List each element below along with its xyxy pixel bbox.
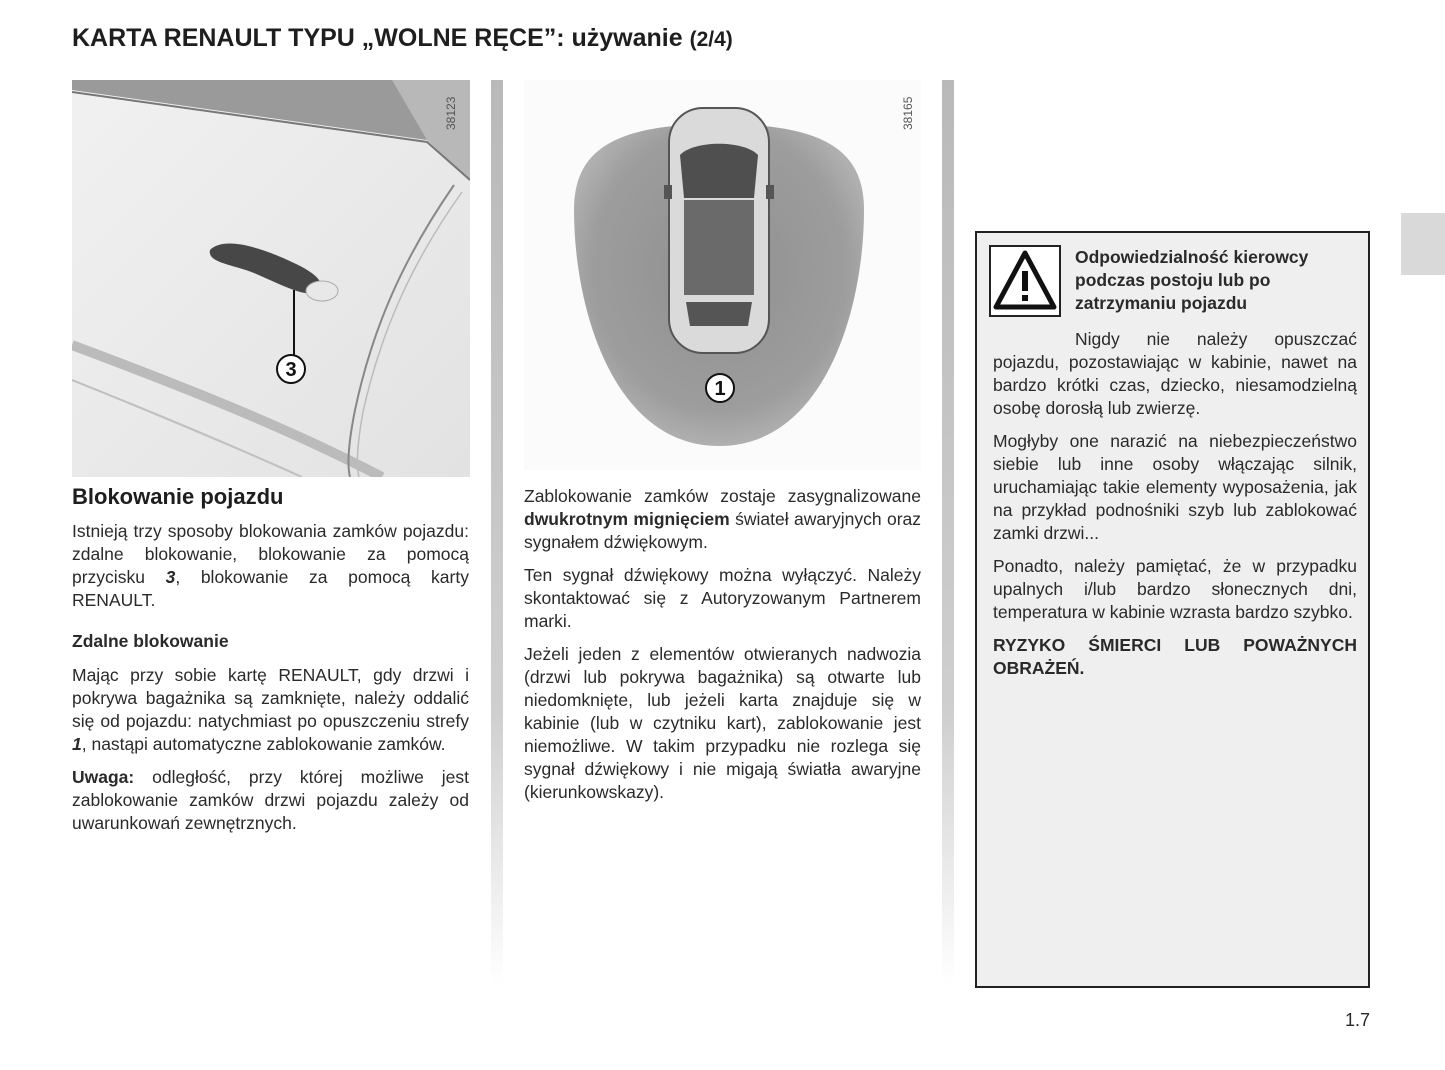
signal-paragraph: Zablokowanie zamków zostaje zasygnalizowane dwukrotnym mignięciem świateł awaryjnych oraz sygnałem dźwiękowym. — [524, 486, 922, 552]
warning-paragraph: Ponadto, należy pamiętać, że w przypadku upalnych i/lub bardzo słonecznych dni, temperatura w kabinie wzrasta bardzo szybko. — [993, 556, 1357, 622]
page-title-text: KARTA RENAULT TYPU „WOLNE RĘCE”: używanie — [72, 24, 683, 52]
warning-triangle-icon — [989, 245, 1061, 317]
left-column — [72, 485, 469, 845]
warning-risk: RYZYKO ŚMIERCI LUB POWAŻNYCH OBRAŻEŃ. — [993, 635, 1357, 678]
warning-box — [975, 231, 1370, 988]
figure-number: 38165 — [901, 96, 915, 130]
column-divider — [491, 80, 503, 985]
remote-lock-paragraph: Mając przy sobie kartę RENAULT, gdy drzwi i pokrywa bagażnika są zamknięte, należy oddalić się od pojazdu: natychmiast po opuszczeniu strefy 1, nastąpi automatyczne zablokowanie zamków. — [72, 665, 469, 754]
figure-callout-1: 1 — [714, 378, 726, 400]
page-title — [72, 24, 733, 53]
warning-body — [993, 328, 1357, 690]
figure-door-handle — [72, 80, 470, 477]
figure-number: 38123 — [444, 96, 458, 130]
section-heading: Blokowanie pojazdu — [72, 484, 284, 509]
warning-title: Odpowiedzialność kierowcy podczas postoju lub po zatrzymaniu pojazdu — [1075, 247, 1309, 313]
warning-paragraph: Nigdy nie należy opuszczać pojazdu, pozostawiając w kabinie, nawet na bardzo krótki czas, dziecko, niesamodzielną osobę dorosłą lub zwierzę. — [993, 329, 1357, 418]
column-divider — [942, 80, 954, 985]
subsection-heading: Zdalne blokowanie — [72, 631, 229, 651]
car-zone-illustration — [524, 80, 921, 470]
intro-paragraph: Istnieją trzy sposoby blokowania zamków pojazdu: zdalne blokowanie, blokowanie za pomocą przycisku 3, blokowanie za pomocą karty RENAULT. — [72, 521, 469, 610]
door-handle-illustration — [72, 80, 470, 477]
warning-paragraph: Mogłyby one narazić na niebezpieczeństwo siebie lub inne osoby włączając silnik, uruchamiając takie elementy wyposażenia, jak na przykład podnośniki szyb lub zablokować zamki drzwi... — [993, 431, 1357, 543]
sound-off-paragraph: Ten sygnał dźwiękowy można wyłączyć. Należy skontaktować się z Autoryzowanym Partnerem marki. — [524, 565, 921, 631]
page-title-part: (2/4) — [689, 28, 733, 51]
center-column — [524, 485, 921, 814]
figure-callout-3: 3 — [285, 359, 297, 381]
page-number: 1.7 — [1345, 1010, 1371, 1030]
lock-impossible-paragraph: Jeżeli jeden z elementów otwieranych nadwozia (drzwi lub pokrywa bagażnika) są otwarte lub niedomknięte, lub jeżeli karta znajduje się w kabinie (lub w czytniku kart), zablokowanie jest niemożliwe. W takim przypadku nie rozlega się sygnał dźwiękowy i nie migają światła awaryjne (kierunkowskazy). — [524, 644, 921, 802]
chapter-tab — [1401, 213, 1445, 275]
figure-lock-zone — [524, 80, 921, 470]
note-paragraph: Uwaga: odległość, przy której możliwe jest zablokowanie zamków drzwi pojazdu zależy od uwarunkowań zewnętrznych. — [72, 767, 469, 833]
